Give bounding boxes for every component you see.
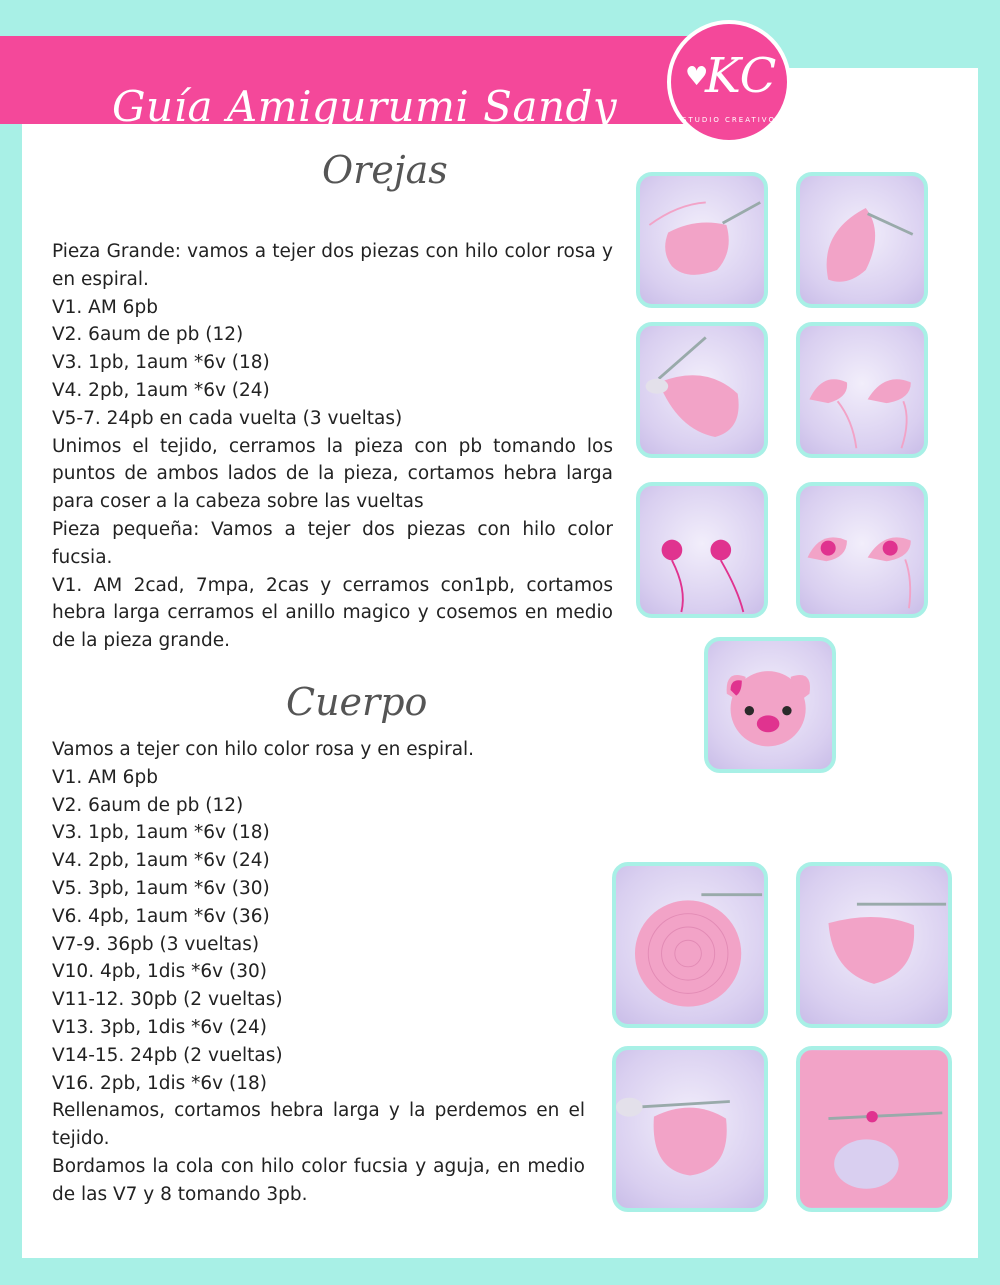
cuerpo-round: V1. AM 6pb: [52, 766, 158, 788]
cuerpo-finish: Rellenamos, cortamos hebra larga y la perdemos en el tejido.: [52, 1100, 585, 1150]
cuerpo-round: V10. 4pb, 1dis *6v (30): [52, 961, 267, 983]
cuerpo-round: V11-12. 30pb (2 vueltas): [52, 989, 283, 1011]
photo-body-cup: [796, 862, 952, 1028]
section-title-orejas: Orejas: [322, 148, 448, 192]
cuerpo-round: V7-9. 36pb (3 vueltas): [52, 933, 260, 955]
cuerpo-tail: Bordamos la cola con hilo color fucsia y aguja, en medio de las V7 y 8 tomando 3pb.: [52, 1155, 585, 1205]
brand-logo: [667, 20, 791, 144]
photo-body-stuffed: [612, 1046, 768, 1212]
orejas-small-round: V1. AM 2cad, 7mpa, 2cas y cerramos con1pb, cortamos hebra larga cerramos el anillo magico y cosemos en medio de la pieza grande.: [52, 574, 613, 652]
cuerpo-round: V13. 3pb, 1dis *6v (24): [52, 1016, 267, 1038]
cuerpo-round: V2. 6aum de pb (12): [52, 794, 244, 816]
photo-ear-piece-closed: [636, 322, 768, 458]
photo-ear-piece-start: [636, 172, 768, 308]
photo-tail-embroidery: [796, 1046, 952, 1212]
photo-pig-head: [704, 637, 836, 773]
orejas-round: V4. 2pb, 1aum *6v (24): [52, 379, 270, 401]
photo-body-disc: [612, 862, 768, 1028]
section-title-cuerpo: Cuerpo: [286, 680, 428, 724]
orejas-instructions: [52, 238, 613, 655]
logo-subtitle: STUDIO CREATIVO: [682, 116, 776, 124]
logo-initials: KC: [705, 48, 777, 104]
orejas-round: V1. AM 6pb: [52, 296, 158, 318]
cuerpo-instructions: [52, 736, 585, 1209]
orejas-round: V3. 1pb, 1aum *6v (18): [52, 352, 270, 374]
cuerpo-round: V14-15. 24pb (2 vueltas): [52, 1044, 283, 1066]
header-banner: [0, 36, 712, 131]
orejas-round: V2. 6aum de pb (12): [52, 324, 244, 346]
cuerpo-round: V16. 2pb, 1dis *6v (18): [52, 1072, 267, 1094]
photo-two-ears: [796, 322, 928, 458]
cuerpo-round: V5. 3pb, 1aum *6v (30): [52, 877, 270, 899]
orejas-small-intro: Pieza pequeña: Vamos a tejer dos piezas con hilo color fucsia.: [52, 518, 613, 568]
cuerpo-round: V6. 4pb, 1aum *6v (36): [52, 905, 270, 927]
photo-small-fuchsia-pieces: [636, 482, 768, 618]
orejas-intro: Pieza Grande: vamos a tejer dos piezas con hilo color rosa y en espiral.: [52, 241, 613, 290]
heart-icon: ♥: [685, 62, 709, 92]
cuerpo-round: V4. 2pb, 1aum *6v (24): [52, 850, 270, 872]
guide-title: Guía Amigurumi Sandy: [112, 82, 618, 131]
orejas-round: V5-7. 24pb en cada vuelta (3 vueltas): [52, 407, 403, 429]
cuerpo-round: V3. 1pb, 1aum *6v (18): [52, 822, 270, 844]
photo-ears-assembled: [796, 482, 928, 618]
cuerpo-intro: Vamos a tejer con hilo color rosa y en espiral.: [52, 739, 475, 760]
orejas-join: Unimos el tejido, cerramos la pieza con pb tomando los puntos de ambos lados de la pieza, cortamos hebra larga para coser a la cabeza sobre las vueltas: [52, 435, 613, 513]
photo-ear-piece-folded: [796, 172, 928, 308]
